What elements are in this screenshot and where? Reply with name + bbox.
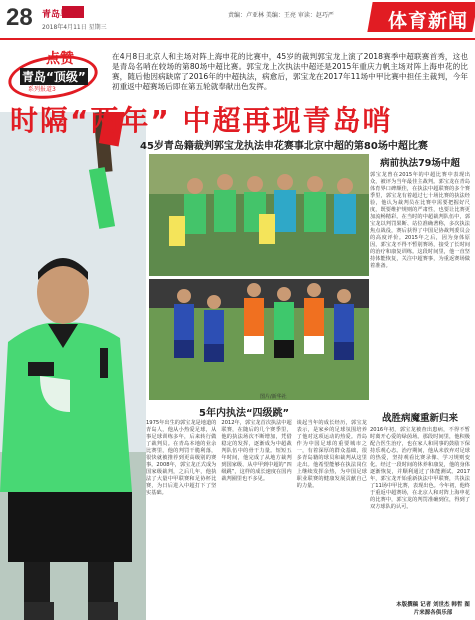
series-brand	[8, 46, 108, 106]
lead-paragraph: 在4月8日北京人和主场对阵上海申花的比赛中，45岁的裁判郭宝龙上演了2018赛季中超联赛首秀，这也是青岛名哨在较场的第80场中超比赛。郭宝龙上次执法中超还是2015年重庆力帆主场对阵上海申花的比赛，随后他因病缺席了2016年的中超执法，病愈后，郭宝龙在2017年11场中甲比赛中担任主裁判，今年初重返中超赛场后即在第五轮就奉献出色发挥。	[112, 52, 468, 91]
brand-prefix: 点赞	[46, 51, 74, 67]
section2-col2: 2012年，郭宝龙首次执法中超联赛，在随后的几个赛季里，他的执法场次不断增加，凭借稳定的发挥，逐渐成为中超裁判队伍中的骨干力量。短短五年时间，他完成了从地方裁判到国家级、从中甲到中超的“四级跳”，这样的成长速度在国内裁判圈里也不多见。	[221, 420, 292, 482]
section2-title: 5年内执法“四级跳”	[199, 408, 290, 419]
referee-illustration	[0, 112, 146, 620]
page-number: 28	[6, 4, 33, 31]
section2-col3: 谈起当年的成长经历，郭宝龙表示，是家乡的足球氛围培养了他对这项运动的热爱。青岛作为中国足球的重要城市之一，有着深厚的群众基础，很多青岛籍的球员和裁判从这里走出。他希望能够在执法岗位上继续发挥余热，为中国足球职业联赛的健康发展贡献自己的力量。	[296, 420, 367, 489]
right-column2-body: 2016年初，郭宝龙被查出患病，不得不暂时离开心爱的绿茵场。那段时间里，他积极配合医生治疗，也在家人和同事的鼓励下保持乐观心态。治疗期间，他从未放弃对足球的热爱，坚持观看比赛录像、学习规则变化。经过一段时间的休养和康复，他的身体逐渐恢复，并顺利通过了体能测试。2017年，郭宝龙开始重新执法中甲联赛，共执法了11场中甲比赛，表现出色。今年初，他终于重返中超赛场，在北京人和对阵上海申花的比赛中，郭宝龙的判罚准确到位，得到了双方球队的认可。	[370, 427, 470, 510]
section-title: 体育新闻	[388, 10, 469, 32]
section2-col1: 1975年出生的郭宝龙是地道的青岛人，他从小热爱足球，从事足球训练多年，后来转行做了裁判员。在青岛本地的业余比赛里，他的判罚干脆利落，很快就被推荐到更高级别的赛事。2008年，郭宝龙正式成为国家级裁判，之后几年，他执法了大量中甲联赛和足协杯比赛，为日后进入中超打下了坚实基础。	[146, 420, 217, 496]
section2-columns	[146, 420, 367, 497]
match-illustration	[149, 154, 369, 400]
brand-series: 系列报道3	[28, 86, 56, 93]
editors-credit: 责编：卢亚林 美编：王亮 审读：赵巧严	[228, 12, 334, 19]
page-header	[0, 0, 475, 42]
right-column-body: 郭宝龙曾在2015年的中超比赛中表现出众，被评为当年最佳主裁判。郭宝龙在青岛体育界口碑颇佳，在执法中超联赛的多个赛季里，郭宝龙有着超过七十场比赛的执法经验，他认为裁判员在比赛中需要把握好尺度，既要维护规则的严肃性，也要让比赛更加流畅精彩。在当时的中超裁判队伍中，郭宝龙以判罚果断、站位准确著称，多次执法焦点战役，赛后获得了中国足协裁判委员会的高度评价。2015年之后，因为身体原因，郭宝龙不得不暂别赛场，接受了长时间的治疗和康复训练。这段时间里，他一直坚持体能恢复，关注中超赛事，为重返赛场做着准备。	[370, 172, 470, 269]
right-column2-title: 战胜病魔重新归来	[381, 413, 458, 424]
paper-date: 2018年4月11日 星期三	[42, 24, 107, 31]
match-photos	[149, 154, 369, 400]
subheadline: 45岁青岛籍裁判郭宝龙执法申花赛事北京中超的第80场中超比赛	[140, 141, 428, 152]
paper-name: 青岛早报	[42, 10, 79, 20]
brand-name: 青岛“顶级”	[22, 70, 86, 84]
right-column2-article	[370, 410, 470, 511]
right-column-title: 病前执法79场中超	[380, 158, 460, 169]
referee-photo	[0, 112, 146, 620]
photo-caption: 图片/新华社	[260, 394, 287, 400]
footer-credit: 本版撰稿 记者 刘世杰 韩哲 图片来源各俱乐部	[396, 602, 470, 616]
header-rule	[0, 38, 475, 40]
right-column-article	[370, 155, 470, 270]
headline: 时隔“两年” 中超再现青岛哨	[10, 104, 393, 137]
